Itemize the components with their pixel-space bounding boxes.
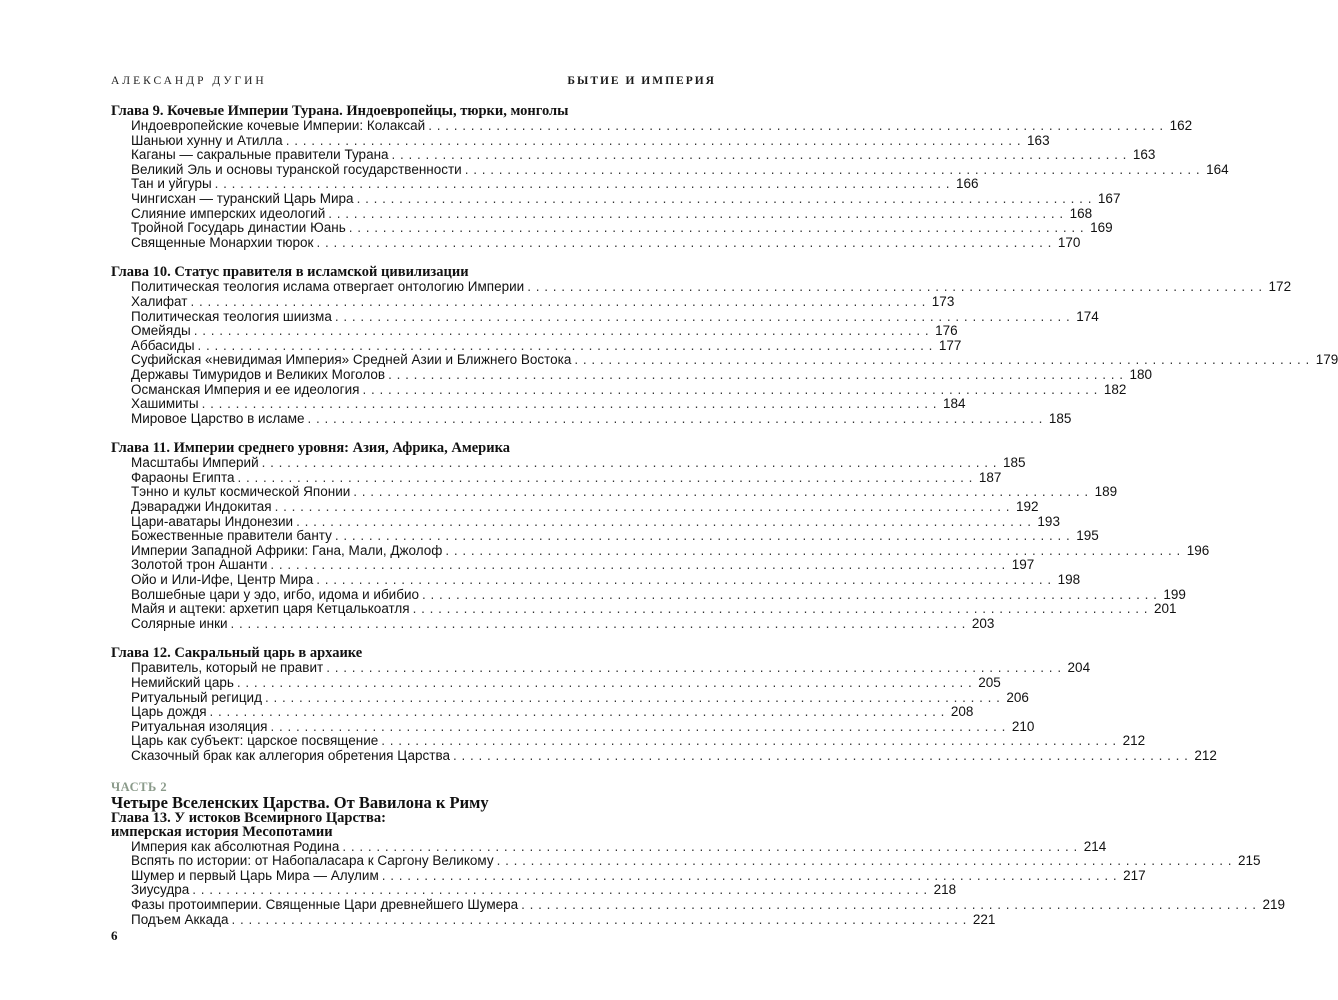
toc-entry [131, 410, 1072, 427]
toc-entry-title: Империи Западной Африки: Гана, Мали, Джолоф [131, 542, 443, 558]
chapter-title: Глава 11. Империи среднего уровня: Азия, Африка, Америка [111, 440, 510, 457]
toc-entry-page: 182 [1103, 381, 1127, 397]
toc-entry [131, 220, 1113, 236]
toc-entry [131, 293, 955, 310]
chapter-entries [111, 279, 1338, 426]
toc-entry-title: Империя как абсолютная Родина [131, 838, 340, 854]
toc-entry-page: 179 [1315, 352, 1338, 368]
toc-entry-title: Немийский царь [131, 675, 234, 690]
toc-entry-title: Индоевропейские кочевые Империи: Колаксай [131, 118, 426, 133]
toc-entry-page: 167 [1097, 190, 1121, 206]
toc-entry [131, 882, 957, 898]
toc-entry-title: Омейяды [131, 323, 191, 339]
toc-entry-title: Солярные инки [131, 615, 228, 631]
dot-leader [357, 192, 1092, 207]
toc-entry [131, 675, 1001, 691]
chapter-10 [111, 264, 1338, 426]
dot-leader [275, 500, 1010, 515]
toc-entry-title: Цари-аватары Индонезии [131, 513, 294, 529]
toc-entry-page: 193 [1037, 513, 1060, 529]
dot-leader [194, 324, 929, 339]
toc-entry [131, 190, 1121, 207]
dot-leader [527, 280, 1262, 295]
chapter-subtitle: имперская история Месопотамии [111, 824, 333, 841]
toc-entry [131, 838, 1107, 855]
toc-entry-page: 198 [1057, 572, 1081, 588]
toc-entry-title: Божественные правители банту [131, 528, 332, 544]
toc-entry [131, 528, 1099, 544]
toc-entry-title: Шумер и первый Царь Мира — Алулим [131, 867, 379, 883]
dot-leader [353, 485, 1088, 500]
toc-entry-title: Тэнно и культ космической Японии [131, 484, 351, 500]
toc-entry-page: 176 [935, 323, 958, 339]
dot-leader [265, 691, 1000, 706]
toc-entry-page: 162 [1169, 118, 1193, 133]
toc-entry-page: 210 [1011, 718, 1035, 734]
toc-entry-page: 184 [942, 396, 966, 412]
toc-entry-title: Слияние имперских идеологий [131, 205, 326, 221]
toc-entry [131, 279, 1292, 295]
dot-leader [382, 869, 1117, 884]
toc-entry [131, 867, 1146, 884]
toc-entry-page: 204 [1067, 660, 1091, 676]
chapter-title: Глава 9. Кочевые Империи Турана. Индоевропейцы, тюрки, монголы [111, 103, 569, 119]
dot-leader [335, 310, 1070, 325]
toc-entry [131, 557, 1035, 573]
toc-entry-title: Халифат [131, 293, 188, 309]
dot-leader [215, 177, 950, 192]
toc-entry-title: Подъем Аккада [131, 911, 229, 927]
dot-leader [286, 134, 1021, 149]
toc-entry-page: 205 [978, 675, 1001, 690]
toc-entry-page: 169 [1090, 220, 1113, 236]
toc-entry-title: Царь как субъект: царское посвящение [131, 733, 379, 749]
toc-entry-title: Шаньюи хунну и Атилла [131, 132, 283, 148]
toc-entry-title: Политическая теология ислама отвергает онтологию Империи [131, 279, 525, 295]
toc-entry [131, 747, 1217, 764]
toc-entry-title: Сказочный брак как аллегория обретения Царства [131, 747, 450, 763]
toc-entry [131, 234, 1081, 251]
toc-entry [131, 118, 1193, 134]
toc-entry-title: Фазы протоимперии. Священные Цари древнейшего Шумера [131, 896, 519, 912]
toc-entry [131, 366, 1152, 383]
dot-leader [316, 236, 1051, 251]
toc-entry-title: Каганы — сакральные правители Турана [131, 147, 389, 163]
toc-entry [131, 396, 966, 412]
toc-entry [131, 542, 1210, 559]
toc-entry [131, 323, 958, 339]
toc-entry-page: 203 [971, 615, 995, 631]
toc-entry-title: Майя и ацтеки: архетип царя Кетцалькоатля [131, 601, 410, 617]
dot-leader [574, 353, 1309, 368]
toc-entry [131, 352, 1338, 368]
dot-leader [296, 515, 1031, 530]
toc-entry [131, 132, 1050, 149]
dot-leader [453, 749, 1188, 764]
toc-entry-title: Чингисхан — туранский Царь Мира [131, 190, 354, 206]
toc-entry-title: Суфийская «невидимая Империя» Средней Азии и Ближнего Востока [131, 352, 572, 368]
dot-leader [349, 221, 1084, 236]
toc-entry [131, 615, 995, 632]
toc-entry-title: Державы Тимуридов и Великих Моголов [131, 366, 386, 382]
toc-entry-title: Вспять по истории: от Набопаласара к Саргону Великому [131, 853, 494, 869]
toc-entry [131, 911, 996, 928]
toc-entry-page: 212 [1122, 733, 1146, 749]
dot-leader [392, 148, 1127, 163]
toc-entry-page: 219 [1262, 896, 1286, 912]
toc-entry [131, 853, 1261, 869]
toc-entry-page: 212 [1194, 747, 1217, 763]
chapter-9 [111, 103, 1229, 250]
toc-entry [131, 689, 1029, 706]
toc-entry [131, 896, 1286, 913]
toc-entry [131, 513, 1060, 530]
toc-entry-page: 185 [1048, 410, 1072, 426]
chapter-entries [111, 838, 1286, 928]
toc-entry-title: Зиусудра [131, 882, 190, 898]
dot-leader [335, 529, 1070, 544]
dot-leader [262, 456, 997, 471]
running-head-book-title: БЫТИЕ И ИМПЕРИЯ [567, 75, 716, 87]
toc-entry-title: Османская Империя и ее идеология [131, 381, 360, 397]
toc-entry-title: Политическая теология шиизма [131, 308, 332, 324]
chapter-title: Глава 13. У истоков Всемирного Царства: [111, 809, 386, 826]
toc-entry-page: 172 [1268, 279, 1292, 295]
part-2 [111, 779, 1286, 928]
part-label: ЧАСТЬ 2 [111, 779, 168, 794]
toc-entry [131, 572, 1081, 588]
toc-entry [131, 469, 1002, 486]
dot-leader [342, 840, 1077, 855]
toc-entry [131, 660, 1091, 676]
toc-entry-title: Ритуальная изоляция [131, 718, 268, 734]
table-of-contents [111, 103, 1338, 927]
chapter-entries [111, 118, 1229, 250]
running-head [111, 74, 716, 88]
dot-leader [238, 471, 973, 486]
dot-leader [192, 883, 927, 898]
part-title: Четыре Вселенских Царства. От Вавилона к Риму [111, 792, 489, 812]
dot-leader [198, 339, 933, 354]
dot-leader [388, 368, 1123, 383]
dot-leader [521, 898, 1256, 913]
toc-entry [131, 601, 1177, 617]
running-head-author: АЛЕКСАНДР ДУГИН [111, 75, 267, 87]
dot-leader [465, 163, 1200, 178]
toc-entry [131, 161, 1229, 178]
chapter-entries [111, 660, 1217, 763]
dot-leader [270, 558, 1005, 573]
toc-entry-page: 166 [956, 176, 979, 192]
toc-entry-page: 196 [1186, 542, 1210, 558]
toc-entry-page: 221 [972, 911, 996, 927]
toc-entry-title: Ритуальный регицид [131, 689, 262, 705]
chapter-title: Глава 10. Статус правителя в исламской цивилизации [111, 264, 469, 281]
toc-entry-page: 180 [1129, 366, 1152, 382]
toc-entry-title: Золотой трон Ашанти [131, 557, 268, 573]
toc-entry-title: Мировое Царство в исламе [131, 410, 305, 426]
dot-leader [381, 734, 1116, 749]
dot-leader [231, 617, 966, 632]
toc-entry-page: 164 [1206, 161, 1229, 177]
toc-entry-page: 215 [1237, 853, 1261, 869]
chapter-11 [111, 440, 1210, 631]
dot-leader [445, 544, 1180, 559]
toc-entry-page: 173 [931, 293, 955, 309]
dot-leader [190, 295, 925, 310]
toc-entry-title: Правитель, который не правит [131, 660, 324, 676]
toc-entry [131, 176, 979, 192]
toc-entry-title: Фараоны Египта [131, 469, 235, 485]
toc-entry [131, 733, 1146, 749]
toc-entry [131, 718, 1035, 735]
toc-entry [131, 308, 1099, 325]
toc-entry-page: 214 [1083, 838, 1107, 854]
toc-entry-title: Хашимиты [131, 396, 199, 412]
toc-entry-page: 163 [1027, 132, 1050, 148]
dot-leader [326, 661, 1061, 676]
toc-entry-title: Волшебные цари у эдо, игбо, идома и ибибио [131, 586, 420, 602]
chapter-12 [111, 645, 1217, 763]
dot-leader [316, 573, 1051, 588]
toc-entry-page: 177 [938, 337, 962, 353]
toc-entry-page: 199 [1163, 586, 1186, 602]
toc-entry-page: 170 [1057, 234, 1081, 250]
toc-entry [131, 455, 1026, 471]
toc-entry [131, 499, 1039, 515]
chapter-title: Глава 12. Сакральный царь в архаике [111, 645, 363, 662]
toc-entry-title: Масштабы Империй [131, 455, 259, 471]
dot-leader [237, 676, 972, 691]
dot-leader [270, 720, 1005, 735]
dot-leader [328, 207, 1063, 222]
toc-entry [131, 337, 962, 354]
dot-leader [308, 412, 1043, 427]
toc-entry [131, 484, 1118, 500]
toc-entry-page: 201 [1153, 601, 1177, 617]
toc-entry [131, 381, 1127, 398]
toc-entry [131, 147, 1156, 163]
toc-entry-page: 206 [1006, 689, 1029, 705]
toc-entry-page: 189 [1094, 484, 1118, 500]
page-number: 6 [111, 928, 118, 943]
dot-leader [362, 383, 1097, 398]
toc-entry-title: Царь дождя [131, 704, 207, 720]
chapter-entries [111, 455, 1210, 631]
toc-entry-page: 185 [1002, 455, 1026, 471]
toc-entry-page: 163 [1132, 147, 1156, 163]
toc-entry-page: 208 [950, 704, 974, 720]
dot-leader [422, 588, 1157, 603]
toc-entry [131, 205, 1093, 222]
dot-leader [231, 913, 966, 928]
toc-entry-page: 187 [978, 469, 1002, 485]
toc-entry-page: 218 [933, 882, 957, 898]
toc-entry-title: Аббасиды [131, 337, 195, 353]
toc-entry-page: 192 [1015, 499, 1039, 515]
toc-entry [131, 586, 1186, 603]
toc-entry-title: Великий Эль и основы туранской государственности [131, 161, 462, 177]
toc-entry-page: 195 [1076, 528, 1099, 544]
toc-entry [131, 704, 974, 720]
toc-entry-title: Дэвараджи Индокитая [131, 499, 272, 515]
dot-leader [210, 705, 945, 720]
toc-entry-page: 197 [1011, 557, 1035, 573]
toc-entry-title: Тан и уйгуры [131, 176, 212, 192]
dot-leader [202, 397, 937, 412]
toc-entry-page: 174 [1076, 308, 1099, 324]
dot-leader [413, 602, 1148, 617]
toc-entry-title: Священные Монархии тюрок [131, 234, 314, 250]
dot-leader [428, 119, 1163, 134]
toc-entry-page: 168 [1069, 205, 1093, 221]
toc-entry-title: Ойо и Или-Ифе, Центр Мира [131, 572, 314, 588]
toc-entry-title: Тройной Государь династии Юань [131, 220, 346, 236]
dot-leader [497, 854, 1232, 869]
toc-entry-page: 217 [1123, 867, 1146, 883]
